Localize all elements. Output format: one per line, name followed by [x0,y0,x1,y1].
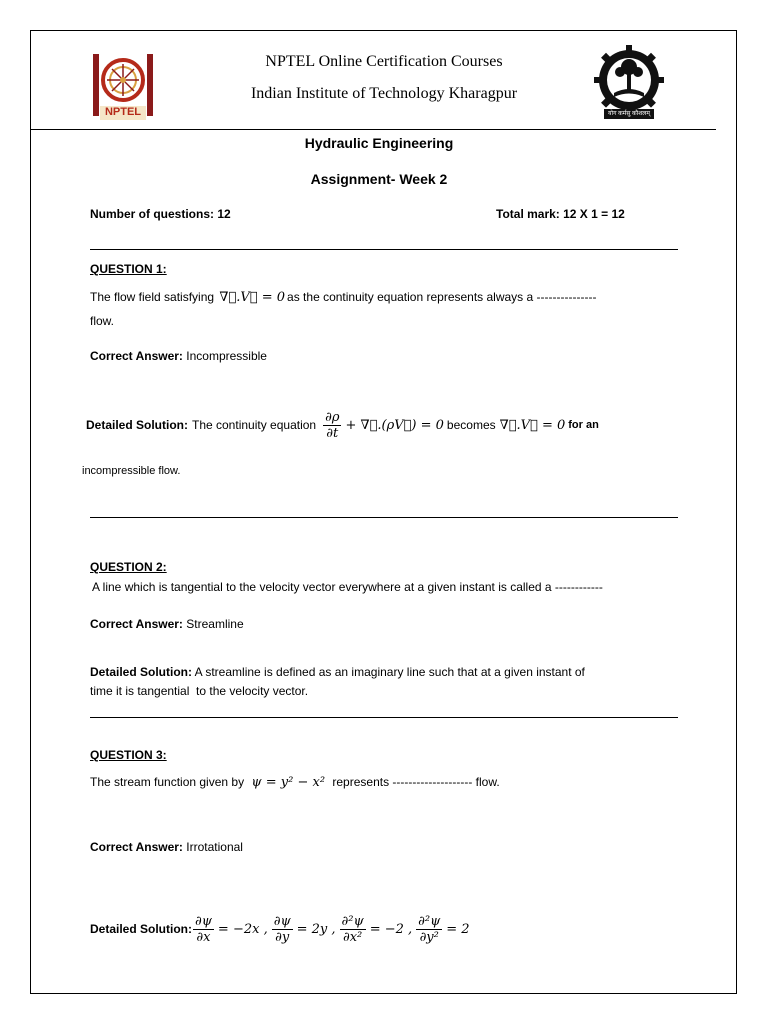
question-3-solution [90,908,473,950]
question-1-answer-value: Incompressible [186,349,267,363]
question-2-solution [90,665,585,679]
header-line-1: NPTEL Online Certification Courses [265,53,503,70]
question-1-text-c: flow. [90,314,115,328]
question-2-divider [90,717,678,718]
nptel-logo-label: NPTEL [104,106,142,118]
question-2-answer-value: Streamline [186,617,244,631]
question-3-heading: QUESTION 3: [90,748,167,762]
dpsi-dy: $\frac{\partial\psi}{\partial y}$ [273,913,291,945]
iit-kgp-motto: योग कर्मसु कौशलम् [608,111,650,117]
question-3-text [90,775,500,790]
d2psi-dy2: $\frac{\text{∂²ψ}}{\text{∂y²}}$ [418,913,441,945]
question-2-answer-label: Correct Answer: [90,617,183,631]
question-1-solution-b: becomes [446,418,496,432]
question-1-solution-c: for an [568,419,599,431]
question-1-text [90,290,680,305]
dpsi-dy-value: = 2y , [296,921,336,937]
question-2-solution-a: A streamline is defined as an imaginary line such that at a given instant of [194,665,585,679]
question-2-heading: QUESTION 2: [90,560,167,574]
divergence-equation-2: ∇⃗.V⃗ = 0 [499,417,566,433]
meta-divider [90,249,678,250]
question-1-heading: QUESTION 1: [90,262,167,276]
dpsi-dx: $\frac{\partial\psi}{\partial x}$ [195,913,212,945]
header-divider [30,129,716,130]
question-3-answer-value: Irrotational [186,840,243,854]
stream-function-equation: ψ = y² − x² [251,775,326,790]
assignment-title: Assignment- Week 2 [310,171,448,187]
question-1-divider [90,517,678,518]
continuity-equation-rest: + ∇⃗.(ρV⃗) = 0 [345,417,444,433]
question-2-solution-b: time it is tangential to the velocity vector. [90,684,309,698]
question-3-answer [90,840,243,854]
question-2-solution-label: Detailed Solution: [90,665,192,679]
question-1-text-b: as the continuity equation represents always a --------------- [287,290,597,304]
nptel-logo [90,52,156,122]
question-1-solution-label: Detailed Solution: [86,418,188,432]
question-1-solution-d: incompressible flow. [82,465,181,477]
question-3-solution-label: Detailed Solution: [90,922,192,936]
question-1-text-a: The flow field satisfying [90,290,215,304]
total-mark: Total mark: 12 X 1 = 12 [496,207,625,221]
header-line-2: Indian Institute of Technology Kharagpur [250,85,518,102]
question-2-text: A line which is tangential to the velocity vector everywhere at a given instant is called a ------------ [92,580,603,594]
question-3-answer-label: Correct Answer: [90,840,183,854]
question-3-text-a: The stream function given by [90,775,245,789]
question-1-solution-a: The continuity equation [192,418,317,432]
divergence-equation: ∇⃗.V⃗ = 0 [219,290,286,305]
question-1-solution [86,405,599,445]
partial-rho-over-partial-t: $\frac{\partial\rho}{\partial t}$ [325,409,340,441]
dpsi-dx-value: = −2x , [217,921,268,937]
question-3-text-b: represents -------------------- flow. [332,775,500,789]
question-1-answer-label: Correct Answer: [90,349,183,363]
question-1-answer [90,349,267,363]
d2psi-dx2: $\frac{\text{∂²ψ}}{\text{∂x²}}$ [341,913,364,945]
iit-kgp-logo [594,45,664,121]
question-2-answer [90,617,244,631]
d2psi-dx2-value: = −2 , [369,921,413,937]
course-title: Hydraulic Engineering [304,135,454,151]
d2psi-dy2-value: = 2 [446,921,470,937]
number-of-questions: Number of questions: 12 [90,207,231,221]
